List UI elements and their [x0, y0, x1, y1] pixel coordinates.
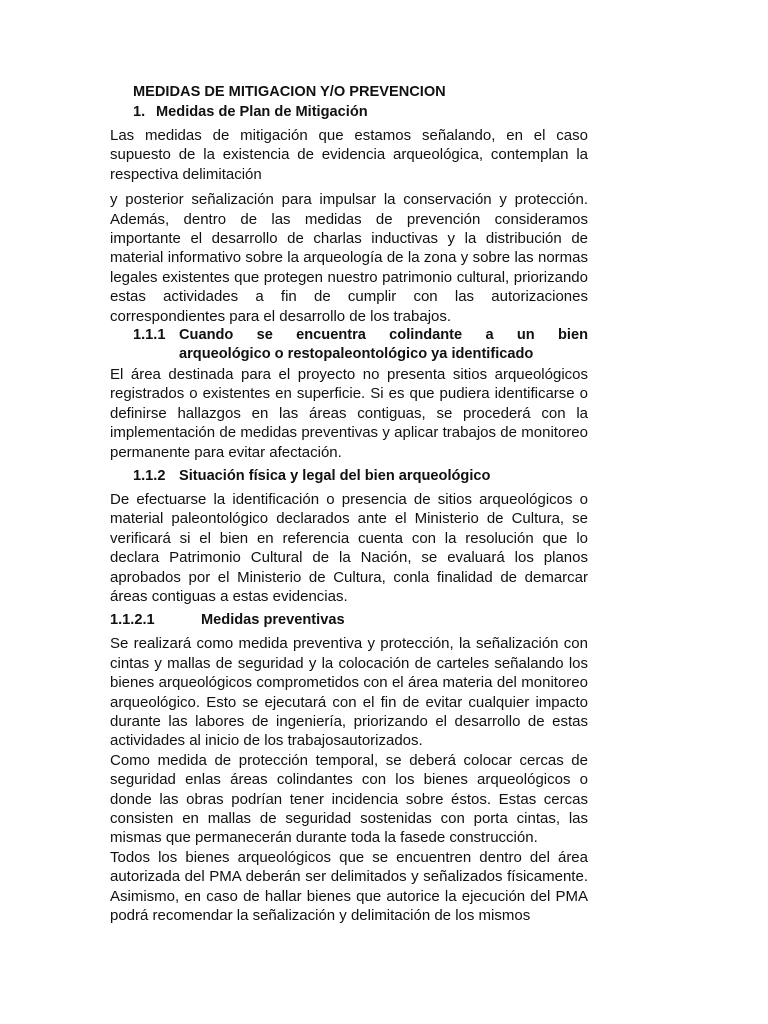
- section-1-1-2-heading: [133, 466, 588, 486]
- document-title: MEDIDAS DE MITIGACION Y/O PREVENCION: [133, 84, 446, 100]
- section-1-heading: [133, 102, 588, 122]
- paragraph-delimitation: Todos los bienes arqueológicos que se encuentren dentro del área autorizada del PMA deberán ser delimitados y señalizados físicamente. Asimismo, en caso de hallar bienes que autorice la ejecución del PMA podrá recomendar la señalización y delimitación de los mismos: [110, 848, 588, 925]
- section-1-1-2-1-heading: [110, 610, 588, 630]
- paragraph-legal-situation: De efectuarse la identificación o presencia de sitios arqueológicos o material paleontológico declarados ante el Ministerio de Cultura, se verificará si el bien en referencia cuenta con la resolución que lo declara Patrimonio Cultural de la Nación, se evaluará los planos aprobados por el Ministerio de Cultura, conla finalidad de demarcar áreas contiguas a estas evidencias.: [110, 490, 588, 605]
- section-1-1-1-title-line1: Cuando se encuentra colindante a un bien: [179, 327, 588, 344]
- section-1-1-1-number: 1.1.1: [133, 327, 166, 344]
- section-1-1-2-1-number: 1.1.2.1: [110, 612, 155, 629]
- section-1-1-2-number: 1.1.2: [133, 467, 166, 484]
- section-1-1-1-title-line2: arqueológico o restopaleontológico ya identificado: [179, 346, 534, 363]
- section-1-1-2-title: Situación física y legal del bien arqueológico: [179, 467, 491, 484]
- section-1-1-1-heading: [133, 326, 588, 345]
- document-page: [110, 82, 588, 925]
- section-1-title: Medidas de Plan de Mitigación: [156, 104, 368, 120]
- paragraph-mitigation-intro: Las medidas de mitigación que estamos señalando, en el caso supuesto de la existencia de evidencia arqueológica, contemplan la respectiva delimitación: [110, 127, 588, 183]
- section-1-number: 1.: [133, 104, 146, 120]
- paragraph-preventive-measures: Se realizará como medida preventiva y protección, la señalización con cintas y mallas de seguridad y la colocación de carteles señalando los bienes arqueológicos comprometidos con el área materia del monitoreo arqueológico. Esto se ejecutará con el fin de evitar cualquier impacto durante las labores de ingeniería, priorizando el desarrollo de estas actividades al inicio de los trabajosautorizados.: [110, 635, 588, 750]
- paragraph-project-area: El área destinada para el proyecto no presenta sitios arqueológicos registrados o existentes en superficie. Si es que pudiera identificarse o definirse hallazgos en las áreas contiguas, se procederá con la implementación de medidas preventivas y aplicar trabajos de monitoreo permanente para evitar afectación.: [110, 365, 588, 461]
- paragraph-mitigation-detail: y posterior señalización para impulsar la conservación y protección. Además, dentro de las medidas de prevención consideramos importante el desarrollo de charlas inductivas y la distribución de material informativo sobre la arqueología de la zona y sobre las normas legales existentes que protegen nuestro patrimonio cultural, priorizando estas actividades a fin de cumplir con las autorizaciones correspondientes para el desarrollo de los trabajos.: [110, 191, 588, 325]
- section-1-1-2-1-title: Medidas preventivas: [201, 612, 345, 629]
- paragraph-temporary-protection: Como medida de protección temporal, se deberá colocar cercas de seguridad enlas áreas colindantes con los bienes arqueológicos o donde las obras podrían tener incidencia sobre éstos. Estas cercas consisten en mallas de seguridad sostenidas con porta cintas, las mismas que permanecerán durante toda la fasede construcción.: [110, 751, 588, 847]
